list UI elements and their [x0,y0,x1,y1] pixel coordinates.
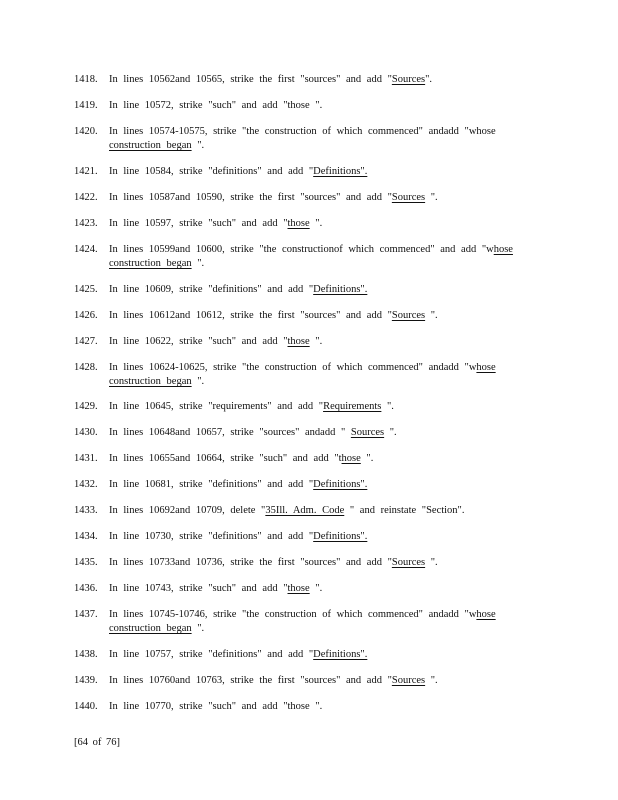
amendment-item [74,674,544,688]
item-text-main: In lines 10599and 10600, strike "the constructionof which commenced" and add "w [109,244,494,255]
item-text-main: In line 10609, strike "definitions" and add " [109,284,314,295]
inserted-text: construction began [109,140,192,151]
item-text [109,73,544,87]
item-text-end: ". [360,453,374,464]
item-text-main: In lines 10648and 10657, strike "sources" andadd " [109,427,351,438]
inserted-text: Requirements [323,401,382,412]
item-text-main: In lines 10692and 10709, delete " [109,505,266,516]
amendment-item [74,452,544,466]
item-text-end: ". [309,336,323,347]
item-text-main: In lines 10655and 10664, strike "such" and add "t [109,453,342,464]
item-number: 1426. [74,310,98,321]
inserted-text: Definitions". [313,479,368,490]
item-text-end: ". [425,310,438,321]
inserted-text: those [287,218,310,229]
item-number: 1432. [74,479,98,490]
inserted-text: Sources [350,427,385,438]
item-text [109,243,544,271]
item-text-main: In line 10572, strike "such" and add "those ". [109,100,323,111]
item-number: 1422. [74,192,98,203]
item-text [109,191,544,205]
amendment-item [74,608,544,636]
item-text-main: In line 10622, strike "such" and add " [109,336,288,347]
inserted-text: Sources [391,310,426,321]
item-text [109,674,544,688]
item-text-end: ". [191,376,205,387]
item-text [109,556,544,570]
inserted-text: hose construction began [109,609,496,634]
amendment-item [74,361,544,389]
item-text-main: In lines 10562and 10565, strike the first "sources" and add " [109,74,392,85]
item-text-main: In lines 10574-10575, strike "the construction of which commenced" andadd "whose [109,126,496,137]
item-text [109,608,544,636]
item-text-main: In lines 10612and 10612, strike the first "sources" and add " [109,310,392,321]
amendment-item [74,582,544,596]
amendment-item [74,335,544,349]
item-number: 1425. [74,284,98,295]
item-text-main: In line 10757, strike "definitions" and add " [109,649,314,660]
inserted-text: Sources [391,557,426,568]
amendment-item [74,400,544,414]
item-number: 1429. [74,401,98,412]
item-number: 1440. [74,701,98,712]
amendment-item [74,478,544,492]
inserted-text: Sources [391,74,426,85]
item-text-main: In line 10770, strike "such" and add "those ". [109,701,323,712]
item-number: 1437. [74,609,98,620]
item-text-end: ". [309,583,323,594]
amendment-item [74,283,544,297]
item-number: 1428. [74,362,98,373]
item-text-end: ". [381,401,394,412]
inserted-text: Definitions". [313,531,368,542]
item-text [109,452,544,466]
item-text-end: ". [425,74,433,85]
inserted-text: Definitions". [313,284,368,295]
amendment-item [74,648,544,662]
amendment-item [74,530,544,544]
item-text-end: ". [191,258,205,269]
item-number: 1434. [74,531,98,542]
item-text [109,165,544,179]
item-text [109,582,544,596]
amendment-item [74,504,544,518]
item-text-end: " and reinstate "Section". [344,505,465,516]
item-number: 1421. [74,166,98,177]
item-text [109,309,544,323]
item-text-main: In lines 10760and 10763, strike the first "sources" and add " [109,675,392,686]
item-text [109,400,544,414]
item-text-main: In line 10681, strike "definitions" and add " [109,479,314,490]
item-number: 1435. [74,557,98,568]
amendment-item [74,426,544,440]
item-number: 1431. [74,453,98,464]
item-text [109,648,544,662]
item-number: 1424. [74,244,98,255]
item-number: 1430. [74,427,98,438]
inserted-text: hose construction began [109,244,513,269]
item-text [109,283,544,297]
item-text [109,361,544,389]
item-text [109,125,544,153]
item-text-main: In lines 10587and 10590, strike the first "sources" and add " [109,192,392,203]
inserted-text: those [287,583,310,594]
item-text-end: ". [309,218,323,229]
inserted-text: 35Ill. Adm. Code [265,505,345,516]
item-text [109,217,544,231]
item-number: 1433. [74,505,98,516]
item-text [109,99,544,113]
item-text [109,700,544,714]
item-text [109,478,544,492]
inserted-text: Sources [391,675,426,686]
amendment-item [74,191,544,205]
inserted-text: hose [341,453,361,464]
item-text-main: In lines 10733and 10736, strike the first "sources" and add " [109,557,392,568]
inserted-text: Sources [391,192,426,203]
amendment-item [74,243,544,271]
amendment-item [74,700,544,714]
item-text [109,504,544,518]
item-number: 1420. [74,126,98,137]
inserted-text: hose construction began [109,362,496,387]
item-number: 1427. [74,336,98,347]
item-text [109,530,544,544]
item-text-end: ". [425,192,438,203]
item-number: 1418. [74,74,98,85]
item-text-end: ". [425,675,438,686]
amendment-item [74,217,544,231]
item-text-end: ". [425,557,438,568]
item-text-end: ". [191,140,205,151]
inserted-text: those [287,336,310,347]
inserted-text: Definitions". [313,166,368,177]
item-text-main: In lines 10624-10625, strike "the construction of which commenced" andadd "w [109,362,477,373]
item-text [109,426,544,440]
item-number: 1423. [74,218,98,229]
amendment-item [74,99,544,113]
item-text-main: In line 10584, strike "definitions" and add " [109,166,314,177]
item-number: 1439. [74,675,98,686]
item-number: 1419. [74,100,98,111]
item-text-end: ". [384,427,397,438]
item-text-main: In line 10597, strike "such" and add " [109,218,288,229]
page-footer: [64 of 76] [74,737,120,748]
item-text-main: In line 10645, strike "requirements" and add " [109,401,324,412]
item-text [109,335,544,349]
item-text-main: In lines 10745-10746, strike "the construction of which commenced" andadd "w [109,609,477,620]
item-text-main: In line 10743, strike "such" and add " [109,583,288,594]
amendment-item [74,556,544,570]
item-text-main: In line 10730, strike "definitions" and add " [109,531,314,542]
amendment-item [74,165,544,179]
amendment-item [74,73,544,87]
item-number: 1436. [74,583,98,594]
amendment-item [74,125,544,153]
amendment-item [74,309,544,323]
inserted-text: Definitions". [313,649,368,660]
item-number: 1438. [74,649,98,660]
item-text-end: ". [191,623,205,634]
